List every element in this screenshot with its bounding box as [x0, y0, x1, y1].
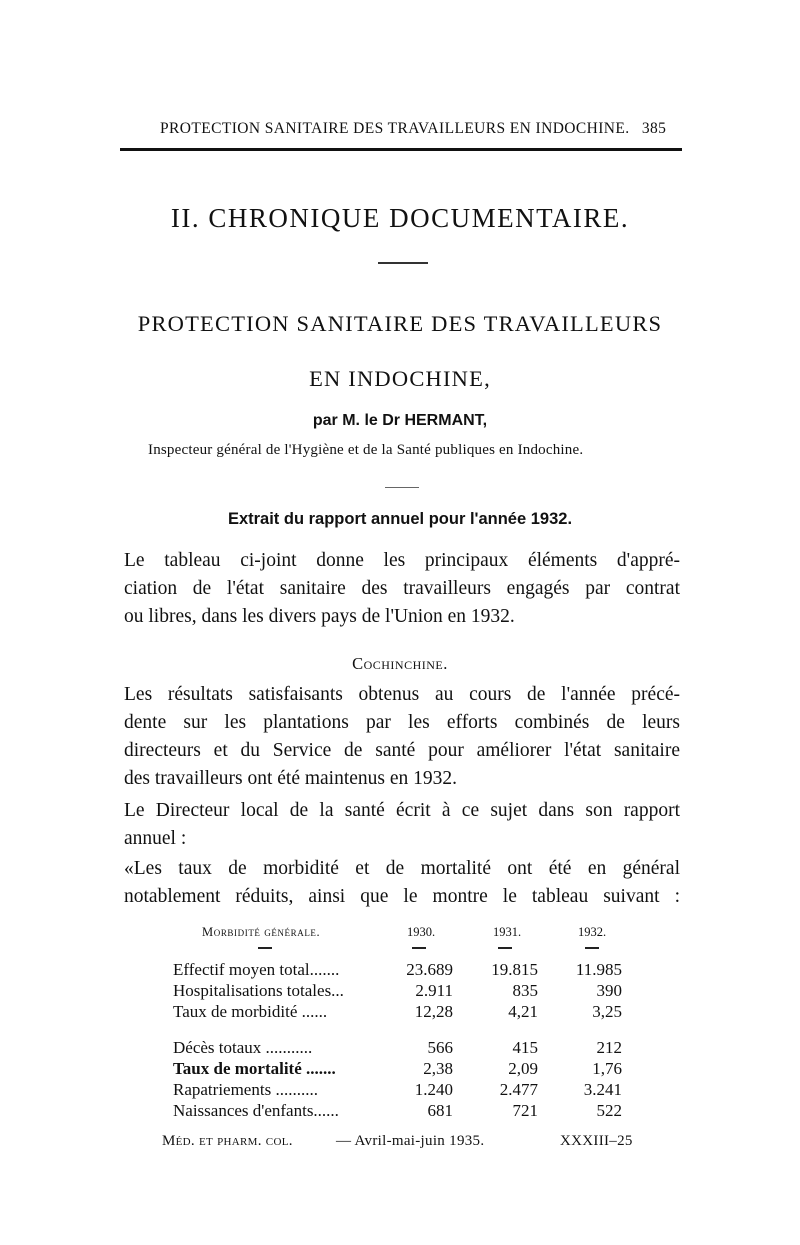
- table-cell: 566: [427, 1038, 453, 1057]
- table-row-label: Effectif moyen total.......: [173, 960, 340, 979]
- paragraph-quote: [124, 855, 680, 911]
- table-row-label: Hospitalisations totales...: [173, 981, 344, 1000]
- table-cell: 23.689: [406, 960, 453, 979]
- title-divider: [385, 487, 419, 488]
- table-cell: 2,09: [508, 1059, 538, 1078]
- paragraph-line: ou libres, dans les divers pays de l'Union en 1932.: [124, 606, 515, 627]
- footer-issue: — Avril-mai-juin 1935.: [336, 1133, 485, 1149]
- table-header-category: Morbidité générale.: [202, 925, 321, 939]
- table-cell: 212: [596, 1038, 622, 1057]
- footer-signature: XXXIII–25: [560, 1133, 633, 1149]
- author-affiliation: Inspecteur général de l'Hygiène et de la Santé publiques en Indochine.: [148, 442, 584, 458]
- running-head: [160, 120, 666, 138]
- table-cell: 522: [596, 1101, 622, 1120]
- paragraph-line: «Les taux de morbidité et de mortalité ont été en général: [124, 858, 680, 879]
- table-cell: 415: [512, 1038, 538, 1057]
- section-title: II. CHRONIQUE DOCUMENTAIRE.: [170, 203, 630, 233]
- paragraph-line: Le tableau ci-joint donne les principaux éléments d'appré-: [124, 550, 680, 571]
- paragraph-line: annuel :: [124, 828, 187, 849]
- table-cell: 3,25: [592, 1002, 622, 1021]
- table-cell: 3.241: [583, 1080, 622, 1099]
- table-row-label: Rapatriements ..........: [173, 1080, 318, 1099]
- table-cell: 2,38: [423, 1059, 453, 1078]
- table-row-label: Naissances d'enfants......: [173, 1101, 339, 1120]
- table-cell: 835: [512, 981, 538, 1000]
- running-head-title: PROTECTION SANITAIRE DES TRAVAILLEURS EN INDOCHINE.: [160, 120, 630, 137]
- page-number: 385: [641, 120, 667, 137]
- table-cell: 4,21: [508, 1002, 538, 1021]
- table-cell: 390: [596, 981, 622, 1000]
- table-cell: 2.911: [415, 981, 453, 1000]
- table-header-1930: 1930.: [407, 925, 436, 939]
- paragraph-line: dente sur les plantations par les efforts combinés de leurs: [124, 712, 680, 733]
- paragraph-line: des travailleurs ont été maintenus en 1932.: [124, 768, 458, 789]
- table-row-label: Taux de mortalité .......: [173, 1059, 336, 1078]
- table-header-1932: 1932.: [578, 925, 607, 939]
- table-cell: 12,28: [414, 1002, 453, 1021]
- paragraph-line: ciation de l'état sanitaire des travailleurs engagés par contrat: [124, 578, 680, 599]
- section-divider: [378, 262, 428, 264]
- table-dash: [412, 947, 426, 949]
- table-cell: 681: [427, 1101, 453, 1120]
- table-dash: [498, 947, 512, 949]
- table-row-label: Décès totaux ...........: [173, 1038, 313, 1057]
- subheading-cochinchine: Cochinchine.: [352, 654, 448, 673]
- table-cell: 721: [512, 1101, 538, 1120]
- table-cell: 1,76: [592, 1059, 622, 1078]
- table-dash: [585, 947, 599, 949]
- paragraph-line: Les résultats satisfaisants obtenus au cours de l'année précé-: [124, 684, 680, 705]
- article-title-line2: EN INDOCHINE,: [309, 366, 491, 391]
- table-row-label: Taux de morbidité ......: [173, 1002, 328, 1021]
- table-cell: 1.240: [414, 1080, 453, 1099]
- header-rule: [120, 148, 682, 151]
- table-dash: [258, 947, 272, 949]
- table-header-1931: 1931.: [493, 925, 522, 939]
- article-author: par M. le Dr HERMANT,: [312, 412, 488, 429]
- paragraph-intro: [124, 547, 680, 631]
- table-cell: 11.985: [575, 960, 622, 979]
- paragraph-line: directeurs et du Service de santé pour améliorer l'état sanitaire: [124, 740, 680, 761]
- paragraph-results: [124, 681, 680, 793]
- footer-journal: Méd. et pharm. col.: [162, 1133, 293, 1149]
- paragraph-line: notablement réduits, ainsi que le montre le tableau suivant :: [124, 886, 680, 907]
- paragraph-line: Le Directeur local de la santé écrit à ce sujet dans son rapport: [124, 800, 680, 821]
- table-cell: 2.477: [499, 1080, 538, 1099]
- article-title-line1: PROTECTION SANITAIRE DES TRAVAILLEURS: [137, 311, 663, 336]
- paragraph-director: [124, 797, 680, 853]
- extract-note: Extrait du rapport annuel pour l'année 1932.: [227, 510, 573, 528]
- table-cell: 19.815: [491, 960, 538, 979]
